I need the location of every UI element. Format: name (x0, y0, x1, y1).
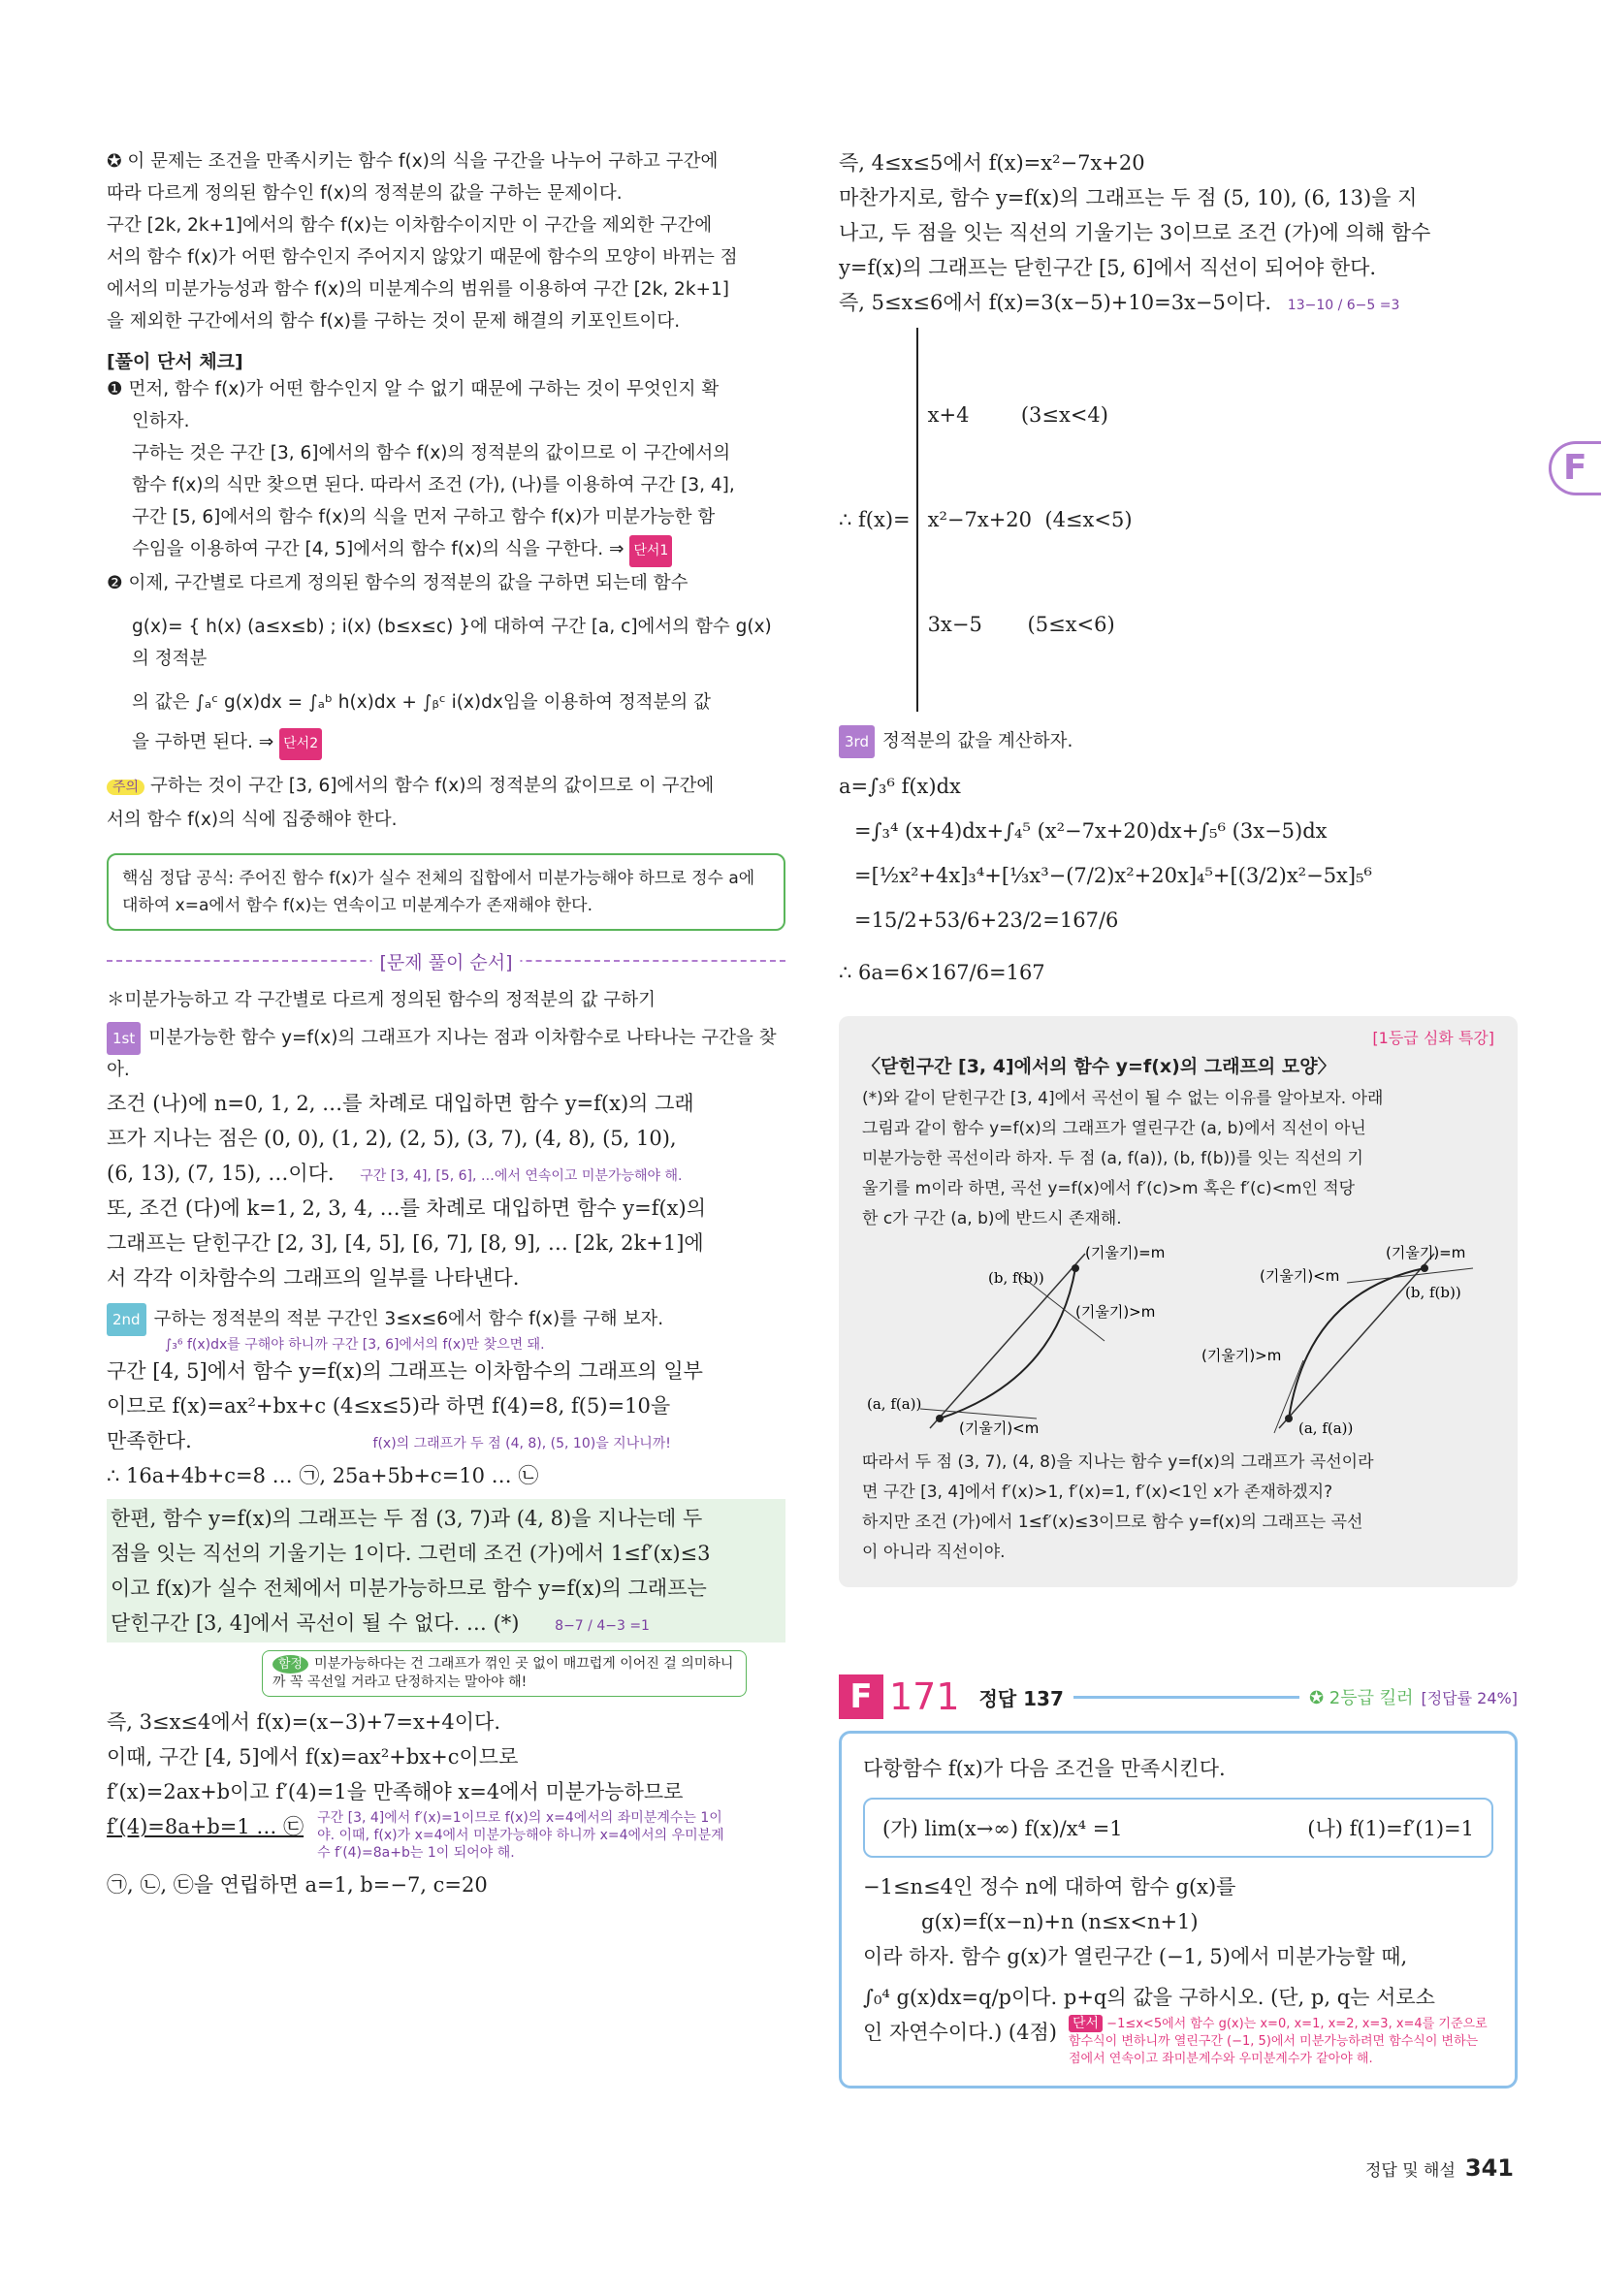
special-line: 미분가능한 곡선이라 하자. 두 점 (a, f(a)), (b, f(b))를 잇는 직선의 기 (862, 1149, 1363, 1168)
special-tag: [1등급 심화 특강] (1372, 1029, 1494, 1047)
point-b-right (1421, 1264, 1428, 1272)
page-footer (1365, 2154, 1514, 2182)
condition-a: (가) lim(x→∞) f(x)/x⁴ =1 (882, 1817, 1123, 1840)
conclusion: ㉠, ㉡, ㉢을 연립하면 a=1, b=−7, c=20 (107, 1873, 488, 1897)
special-line: 그림과 같이 함수 y=f(x)의 그래프가 열린구간 (a, b)에서 직선이 아닌 (862, 1119, 1366, 1138)
intro-line: 구간 [2k, 2k+1]에서의 함수 f(x)는 이차함수이지만 이 구간을 제외한 구간에 (107, 215, 713, 236)
problem-line-last (863, 2015, 1493, 2068)
left-column (107, 145, 785, 1902)
step1-note: 구간 [3, 4], [5, 6], …에서 연속이고 미분가능해야 해. (360, 1168, 683, 1184)
point-b-left (1072, 1264, 1079, 1272)
page-number: 341 (1464, 2154, 1514, 2182)
point-a-right (1285, 1415, 1293, 1422)
trap-text: 미분가능하다는 건 그래프가 꺾인 곳 없이 매끄럽게 이어진 걸 의미하니까 꼭 곡선일 거라고 단정하지는 말아야 해! (272, 1656, 734, 1690)
problem-box (839, 1731, 1518, 2089)
calc-line: a=∫₃⁶ f(x)dx (839, 775, 961, 798)
order-title (107, 952, 785, 979)
caution-text: 구하는 것이 구간 [3, 6]에서의 함수 f(x)의 정적분의 값이므로 이 구간에 (149, 776, 715, 796)
problem-level: ✪ 2등급 킬러 (1308, 1688, 1414, 1708)
intro-line: 을 제외한 구간에서의 함수 f(x)를 구하는 것이 문제 해결의 키포인트이다. (107, 311, 681, 332)
check1-last (107, 533, 785, 567)
step2-line: 이므로 f(x)=ax²+bx+c (4≤x≤5)라 하면 f(4)=8, f(5)=10을 (107, 1394, 671, 1418)
final-line (107, 1809, 785, 1862)
order-sub: ＊미분가능하고 각 구간별로 다르게 정의된 함수의 정적분의 값 구하기 (107, 990, 656, 1010)
green-line: 점을 잇는 직선의 기울기는 1이다. 그런데 조건 (가)에서 1≤f′(x)≤3 (111, 1542, 711, 1565)
condition-b: (나) f(1)=f′(1)=1 (1307, 1817, 1474, 1840)
label-slope-lt-left: (기울기)<m (959, 1419, 1040, 1437)
step3-header (839, 725, 1518, 758)
intro-line: ✪ 이 문제는 조건을 만족시키는 함수 f(x)의 식을 구간을 나누어 구하고 구간에 (107, 151, 719, 172)
piecewise-case: x²−7x+20 (4≤x<5) (927, 508, 1133, 531)
step2-line (107, 1423, 785, 1458)
special-line: 하지만 조건 (가)에서 1≤f′(x)≤3이므로 함수 y=f(x)의 그래프는 곡선 (862, 1513, 1363, 1532)
slope-note-2: 13−10 / 6−5 =3 (1287, 298, 1400, 313)
calc-line: =15/2+53/6+23/2=167/6 (854, 909, 1119, 932)
step1-title: 미분가능한 함수 y=f(x)의 그래프가 지나는 점과 이차함수로 나타나는 구간을 찾아. (107, 1028, 777, 1080)
intro-block (107, 145, 785, 337)
label-slope-lt-right: (기울기)<m (1260, 1267, 1340, 1285)
final-note: 구간 [3, 4]에서 f′(x)=1이므로 f(x)의 x=4에서의 좌미분계수는 1이야. 이때, f(x)가 x=4에서 미분가능해야 하니까 x=4에서의 우미분계수 f′(4)=8a+b는 1이 되어야 해. (317, 1810, 724, 1861)
problem-answer: 정답 137 (978, 1686, 1064, 1710)
special-title: 〈닫힌구간 [3, 4]에서의 함수 y=f(x)의 그래프의 모양〉 (862, 1056, 1336, 1077)
label-b-right: (b, f(b)) (1405, 1284, 1461, 1301)
right-column (839, 145, 1518, 2089)
step1-header (107, 1022, 785, 1086)
step2-line-text: 만족한다. (107, 1429, 192, 1452)
caution-block (107, 770, 785, 836)
problem-body (863, 1869, 1493, 2068)
green-line: 이고 f(x)가 실수 전체에서 미분가능하므로 함수 y=f(x)의 그래프는 (111, 1577, 707, 1600)
problem-badge: F (839, 1674, 883, 1719)
check-title: [풀이 단서 체크] (107, 351, 243, 372)
final-body (107, 1705, 785, 1902)
check2-intro: ❷ 이제, 구간별로 다르게 정의된 함수의 정적분의 값을 구하면 되는데 함수 (107, 573, 688, 593)
green-line-text: 닫힌구간 [3, 4]에서 곡선이 될 수 없다. … (*) (111, 1611, 520, 1635)
step2-line: 구간 [4, 5]에서 함수 y=f(x)의 그래프는 이차함수의 그래프의 일부 (107, 1359, 703, 1383)
clue-badge-2: 단서2 (279, 728, 322, 760)
right-top-line: 나고, 두 점을 잇는 직선의 기울기는 3이므로 조건 (가)에 의해 함수 (839, 221, 1431, 244)
hint-block (1069, 2015, 1493, 2068)
core-formula-box (107, 853, 785, 931)
right-top (839, 145, 1518, 320)
problem-line: 인 자연수이다.) (4점) (863, 2021, 1057, 2044)
label-slope-m-right: (기울기)=m (1386, 1244, 1466, 1261)
section-tab: F (1549, 441, 1601, 495)
intro-line: 에서의 미분가능성과 함수 f(x)의 미분계수의 범위를 이용하여 구간 [2k, 2k+1] (107, 279, 730, 300)
label-a-left: (a, f(a)) (867, 1395, 922, 1413)
problem-intro: 다항함수 f(x)가 다음 조건을 만족시킨다. (863, 1757, 1226, 1780)
slope-note: 8−7 / 4−3 =1 (555, 1618, 650, 1634)
step1-line: (6, 13), (7, 15), …이다. (107, 1162, 335, 1185)
step1-line: 프가 지나는 점은 (0, 0), (1, 2), (2, 5), (3, 7), (4, 8), (5, 10), (107, 1127, 677, 1150)
check2-int: 의 값은 ∫ₐᶜ g(x)dx = ∫ₐᵇ h(x)dx + ∫ᵦᶜ i(x)dx임을 이용하여 정적분의 값 (132, 692, 712, 713)
step2-header (107, 1303, 785, 1336)
step2-badge: 2nd (107, 1303, 146, 1336)
step2-note2: f(x)의 그래프가 두 점 (4, 8), (5, 10)을 지나니까! (372, 1436, 671, 1451)
core-formula: 핵심 정답 공식: 주어진 함수 f(x)가 실수 전체의 집합에서 미분가능해야 하므로 정수 a에 대하여 x=a에서 함수 f(x)는 연속이고 미분계수가 존재해야 한다. (122, 869, 755, 915)
clue-badge-1: 단서1 (629, 535, 672, 567)
hint-label: 단서 (1069, 2015, 1103, 2032)
caution-label: 주의 (107, 780, 144, 795)
special-line: 울기를 m이라 하면, 곡선 y=f(x)에서 f′(c)>m 혹은 f′(c)<m인 적당 (862, 1179, 1356, 1198)
calc-line: =∫₃⁴ (x+4)dx+∫₄⁵ (x²−7x+20)dx+∫₅⁶ (3x−5)dx (854, 819, 1328, 843)
footer-label: 정답 및 해설 (1364, 2161, 1456, 2181)
trap-label: 함정 (272, 1655, 308, 1674)
piecewise-block (839, 328, 1518, 712)
piecewise-prefix: ∴ f(x)= (839, 508, 911, 531)
step1-line: 조건 (나)에 n=0, 1, 2, …를 차례로 대입하면 함수 y=f(x)의 그래 (107, 1092, 694, 1115)
special-line: (*)와 같이 닫힌구간 [3, 4]에서 곡선이 될 수 없는 이유를 알아보자. 아래 (862, 1089, 1384, 1108)
label-b-left: (b, f(b)) (988, 1269, 1044, 1287)
slope-graphs (862, 1244, 1492, 1438)
check2-block (107, 567, 785, 760)
special-text-2 (862, 1448, 1494, 1568)
trap-note (262, 1650, 747, 1697)
problem-rate: [정답률 24%] (1421, 1688, 1518, 1707)
problem-line: ∫₀⁴ g(x)dx=q/p이다. p+q의 값을 구하시오. (단, p, q는 서로소 (863, 1986, 1435, 2009)
check1-line: ❶ 먼저, 함수 f(x)가 어떤 함수인지 알 수 없기 때문에 구하는 것이 무엇인지 확 (107, 379, 720, 399)
special-line: 면 구간 [3, 4]에서 f′(x)>1, f′(x)=1, f′(x)<1인 x가 존재하겠지? (862, 1483, 1333, 1502)
step1-badge: 1st (107, 1022, 141, 1055)
order-title-text: [문제 풀이 순서] (371, 948, 520, 974)
step2-title: 구하는 정적분의 적분 구간인 3≤x≤6에서 함수 f(x)를 구해 보자. (153, 1309, 664, 1329)
right-top-line (839, 285, 1518, 320)
label-slope-m-left: (기울기)=m (1085, 1244, 1166, 1261)
check2-end: 을 구하면 된다. ⇒ (132, 732, 274, 752)
piecewise-case: x+4 (3≤x<4) (927, 403, 1108, 427)
step1-line: 서 각각 이차함수의 그래프의 일부를 나타낸다. (107, 1266, 520, 1290)
check1-line: 인하자. (132, 411, 190, 431)
problem-line: g(x)=f(x−n)+n (n≤x<n+1) (921, 1910, 1199, 1933)
caution-text-2: 서의 함수 f(x)의 식에 집중해야 한다. (107, 810, 398, 830)
intro-line: 서의 함수 f(x)가 어떤 함수인지 주어지지 않았기 때문에 함수의 모양이 바뀌는 점 (107, 247, 738, 268)
condition-box (863, 1798, 1493, 1858)
check1-line: 수임을 이용하여 구간 [4, 5]에서의 함수 f(x)의 식을 구한다. ⇒ (132, 539, 624, 559)
step3-title: 정적분의 값을 계산하자. (881, 731, 1073, 751)
calc-line: ∴ 6a=6×167/6=167 (839, 961, 1045, 984)
check1-line: 구하는 것은 구간 [3, 6]에서의 함수 f(x)의 정적분의 값이므로 이 구간에서의 (132, 443, 731, 463)
right-top-line: y=f(x)의 그래프는 닫힌구간 [5, 6]에서 직선이 되어야 한다. (839, 256, 1377, 279)
special-line: 따라서 두 점 (3, 7), (4, 8)을 지나는 함수 y=f(x)의 그래프가 곡선이라 (862, 1452, 1374, 1472)
check2-g: g(x)= { h(x) (a≤x≤b) ; i(x) (b≤x≤c) }에 대하여 구간 [a, c]에서의 함수 g(x)의 정적분 (132, 617, 772, 669)
calc-line: =[½x²+4x]₃⁴+[⅓x³−(7/2)x²+20x]₄⁵+[(3/2)x²−5x]₅⁶ (854, 864, 1372, 887)
check1-line: 구간 [5, 6]에서의 함수 f(x)의 식을 먼저 구하고 함수 f(x)가 미분가능한 함 (132, 507, 716, 527)
hint-text: −1≤x<5에서 함수 g(x)는 x=0, x=1, x=2, x=3, x=4를 기준으로 함수식이 변하니까 열린구간 (−1, 5)에서 미분가능하려면 함수식이 변하는 점에서 연속이고 좌미분계수와 우미분계수가 같아야 해. (1068, 2017, 1488, 2066)
right-top-line: 즉, 4≤x≤5에서 f(x)=x²−7x+20 (839, 151, 1145, 175)
problem-line: 이라 하자. 함수 g(x)가 열린구간 (−1, 5)에서 미분가능할 때, (863, 1945, 1408, 1968)
problem-number: 171 (889, 1675, 960, 1718)
right-top-line: 마찬가지로, 함수 y=f(x)의 그래프는 두 점 (5, 10), (6, 13)을 지 (839, 186, 1418, 209)
step1-line: 그래프는 닫힌구간 [2, 3], [4, 5], [6, 7], [8, 9], … [2k, 2k+1]에 (107, 1231, 704, 1255)
problem-line: −1≤n≤4인 정수 n에 대하여 함수 g(x)를 (863, 1875, 1236, 1898)
intro-line: 따라 다르게 정의된 함수인 f(x)의 정적분의 값을 구하는 문제이다. (107, 183, 623, 204)
label-a-right: (a, f(a)) (1298, 1419, 1354, 1437)
step2-line: ∴ 16a+4b+c=8 … ㉠, 25a+5b+c=10 … ㉡ (107, 1464, 539, 1487)
label-slope-gt-left: (기울기)>m (1075, 1303, 1156, 1321)
special-panel (839, 1016, 1518, 1587)
step1-line: 또, 조건 (다)에 k=1, 2, 3, 4, …를 차례로 대입하면 함수 y=f(x)의 (107, 1196, 706, 1220)
curve-right (1289, 1268, 1425, 1419)
piecewise-case: 3x−5 (5≤x<6) (927, 613, 1115, 636)
step1-body (107, 1086, 785, 1295)
check2-last (107, 726, 785, 760)
special-line: 이 아니라 직선이야. (862, 1543, 1006, 1562)
problem-header (839, 1674, 1518, 1719)
final-line-text: f′(4)=8a+b=1 … ㉢ (107, 1815, 304, 1838)
check1-block (107, 373, 785, 567)
special-line: 한 c가 구간 (a, b)에 반드시 존재해. (862, 1209, 1122, 1228)
final-line: 이때, 구간 [4, 5]에서 f(x)=ax²+bx+c이므로 (107, 1745, 519, 1769)
check1-line: 함수 f(x)의 식만 찾으면 된다. 따라서 조건 (가), (나)를 이용하여 구간 [3, 4], (132, 475, 735, 495)
right-top-line-text: 즉, 5≤x≤6에서 f(x)=3(x−5)+10=3x−5이다. (839, 291, 1272, 314)
green-line (111, 1606, 782, 1641)
green-line: 한편, 함수 y=f(x)의 그래프는 두 점 (3, 7)과 (4, 8)을 지나는데 두 (111, 1507, 703, 1530)
point-a-left (936, 1415, 944, 1422)
piecewise-cases (916, 328, 1133, 712)
step2-note: ∫₃⁶ f(x)dx를 구해야 하니까 구간 [3, 6]에서의 f(x)만 찾으면 돼. (165, 1337, 545, 1353)
curve-left (940, 1268, 1075, 1419)
label-slope-gt-right: (기울기)>m (1201, 1347, 1282, 1364)
final-line: 즉, 3≤x≤4에서 f(x)=(x−3)+7=x+4이다. (107, 1710, 501, 1734)
header-rule (1073, 1696, 1299, 1699)
calc-block (839, 764, 1518, 995)
final-line: f′(x)=2ax+b이고 f′(4)=1을 만족해야 x=4에서 미분가능하므로 (107, 1780, 684, 1803)
step2-body (107, 1354, 785, 1493)
step3-badge: 3rd (839, 725, 875, 758)
special-text (862, 1084, 1494, 1234)
green-highlight-block (107, 1499, 785, 1642)
